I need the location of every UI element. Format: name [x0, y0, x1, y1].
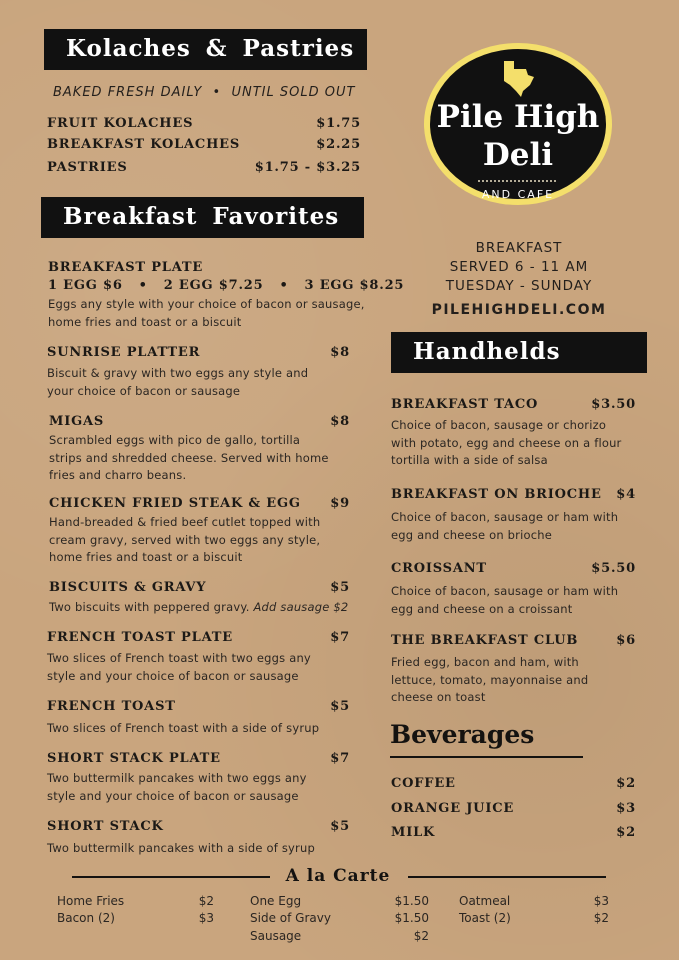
menu-item-desc: Two slices of French toast with two eggs any style and your choice of bacon or sausage	[47, 651, 311, 683]
menu-item-name: BREAKFAST TACO	[391, 397, 539, 412]
menu-item-price: $9	[330, 496, 350, 511]
menu-item-name: BREAKFAST KOLACHES	[47, 137, 241, 152]
alacarte-item-price: $1.50	[394, 911, 429, 925]
menu-item-name: SHORT STACK	[47, 819, 164, 834]
alacarte-item-name: One Egg	[250, 894, 302, 908]
alacarte-item-name: Home Fries	[57, 894, 125, 908]
alacarte-item-price: $2	[593, 911, 609, 925]
menu-item-desc: Eggs any style with your choice of bacon or sausage, home fries and toast or a biscuit	[48, 297, 365, 329]
alacarte-rule-right	[408, 876, 606, 878]
menu-item-name: BREAKFAST PLATE	[48, 260, 204, 275]
menu-item-name: MILK	[391, 825, 436, 840]
menu-item-price: $3.50	[591, 397, 636, 412]
menu-item-price: $8	[330, 414, 350, 429]
alacarte-item-name: Bacon (2)	[57, 911, 115, 925]
website: PILEHIGHDELI.COM	[431, 302, 607, 318]
breakfast-heading: Breakfast Favorites	[63, 203, 340, 230]
menu-item-price: $2.25	[316, 137, 361, 152]
menu-item-desc: Biscuit & gravy with two eggs any style and your choice of bacon or sausage	[47, 366, 309, 398]
menu-item-desc: Choice of bacon, sausage or ham with egg and cheese on brioche	[391, 510, 619, 542]
menu-item-name: COFFEE	[391, 776, 456, 791]
menu-item-desc	[49, 599, 369, 617]
logo-line2: Deli	[482, 137, 554, 173]
kolaches-heading-bar	[44, 29, 367, 70]
alacarte-item-price: $1.50	[394, 894, 429, 908]
alacarte-item-name: Sausage	[250, 929, 302, 943]
menu-item-price: $7	[330, 630, 350, 645]
menu-item-name: FRUIT KOLACHES	[47, 116, 194, 131]
alacarte-item-price: $2	[198, 894, 214, 908]
logo-line1: Pile High	[436, 99, 600, 135]
menu-item-desc-text: Two biscuits with peppered gravy.	[49, 600, 250, 614]
menu-item-price: $1.75 - $3.25	[254, 160, 361, 175]
menu-item-price: $2	[616, 776, 636, 791]
menu-item-desc: Fried egg, bacon and ham, with lettuce, tomato, mayonnaise and cheese on toast	[391, 655, 589, 704]
menu-item-price: $8	[330, 345, 350, 360]
handhelds-heading-bar	[391, 332, 647, 373]
menu-item-name: CHICKEN FRIED STEAK & EGG	[49, 496, 301, 511]
menu-item-name: SHORT STACK PLATE	[47, 751, 221, 766]
beverages-heading: Beverages	[390, 720, 535, 749]
menu-item-desc: Hand-breaded & fried beef cutlet topped with cream gravy, served with two eggs any style, home fries and toast or a biscuit	[49, 515, 321, 564]
alacarte-rule-left	[72, 876, 270, 878]
alacarte-item-price: $3	[198, 911, 214, 925]
alacarte-item-name: Side of Gravy	[250, 911, 331, 925]
logo	[422, 41, 614, 207]
menu-item-name: BREAKFAST ON BRIOCHE	[391, 487, 602, 502]
alacarte-heading: A la Carte	[285, 866, 391, 886]
menu-item-price: $7	[330, 751, 350, 766]
menu-item-price: $2	[616, 825, 636, 840]
menu-item-name: PASTRIES	[47, 160, 128, 175]
breakfast-plate-options: 1 EGG $6 • 2 EGG $7.25 • 3 EGG $8.25	[48, 278, 405, 293]
alacarte-item-price: $3	[593, 894, 609, 908]
menu-item-desc: Two buttermilk pancakes with a side of syrup	[47, 841, 315, 855]
menu-item-desc: Two buttermilk pancakes with two eggs any style and your choice of bacon or sausage	[47, 771, 307, 803]
menu-item-price: $5	[330, 699, 350, 714]
menu-item-desc: Choice of bacon, sausage or chorizo with potato, egg and cheese on a flour tortilla with a side of salsa	[391, 418, 622, 467]
menu-item-name: BISCUITS & GRAVY	[49, 580, 207, 595]
handhelds-heading: Handhelds	[413, 338, 561, 365]
breakfast-heading-bar	[41, 197, 364, 238]
kolaches-heading: Kolaches & Pastries	[66, 35, 355, 62]
menu-item-name: CROISSANT	[391, 561, 487, 576]
menu-item-price: $5	[330, 819, 350, 834]
beverages-underline	[390, 756, 583, 758]
hours-line3: TUESDAY - SUNDAY	[445, 278, 593, 294]
menu-item-name: SUNRISE PLATTER	[47, 345, 201, 360]
menu-item-name: MIGAS	[49, 414, 105, 429]
alacarte-item-name: Oatmeal	[459, 894, 511, 908]
alacarte-item-name: Toast (2)	[459, 911, 511, 925]
alacarte-item-price: $2	[413, 929, 429, 943]
menu-item-price: $3	[616, 801, 636, 816]
menu-item-price: $5	[330, 580, 350, 595]
menu-item-extra: Add sausage $2	[253, 600, 349, 614]
kolaches-tagline: BAKED FRESH DAILY • UNTIL SOLD OUT	[53, 85, 356, 100]
menu-item-desc: Choice of bacon, sausage or ham with egg and cheese on a croissant	[391, 584, 619, 616]
menu-item-desc: Scrambled eggs with pico de gallo, tortilla strips and shredded cheese. Served with home fries and charro beans.	[49, 433, 329, 482]
hours-line2: SERVED 6 - 11 AM	[449, 259, 589, 275]
menu-item-desc: Two slices of French toast with a side of syrup	[47, 721, 320, 735]
menu-item-price: $5.50	[591, 561, 636, 576]
menu-item-name: FRENCH TOAST	[47, 699, 176, 714]
menu-item-price: $1.75	[316, 116, 361, 131]
menu-item-name: FRENCH TOAST PLATE	[47, 630, 233, 645]
logo-line3: AND CAFE	[481, 188, 555, 201]
menu-item-price: $6	[616, 633, 636, 648]
menu-item-name: THE BREAKFAST CLUB	[391, 633, 579, 648]
menu-item-price: $4	[616, 487, 636, 502]
menu-item-name: ORANGE JUICE	[391, 801, 515, 816]
hours-line1: BREAKFAST	[475, 240, 563, 256]
